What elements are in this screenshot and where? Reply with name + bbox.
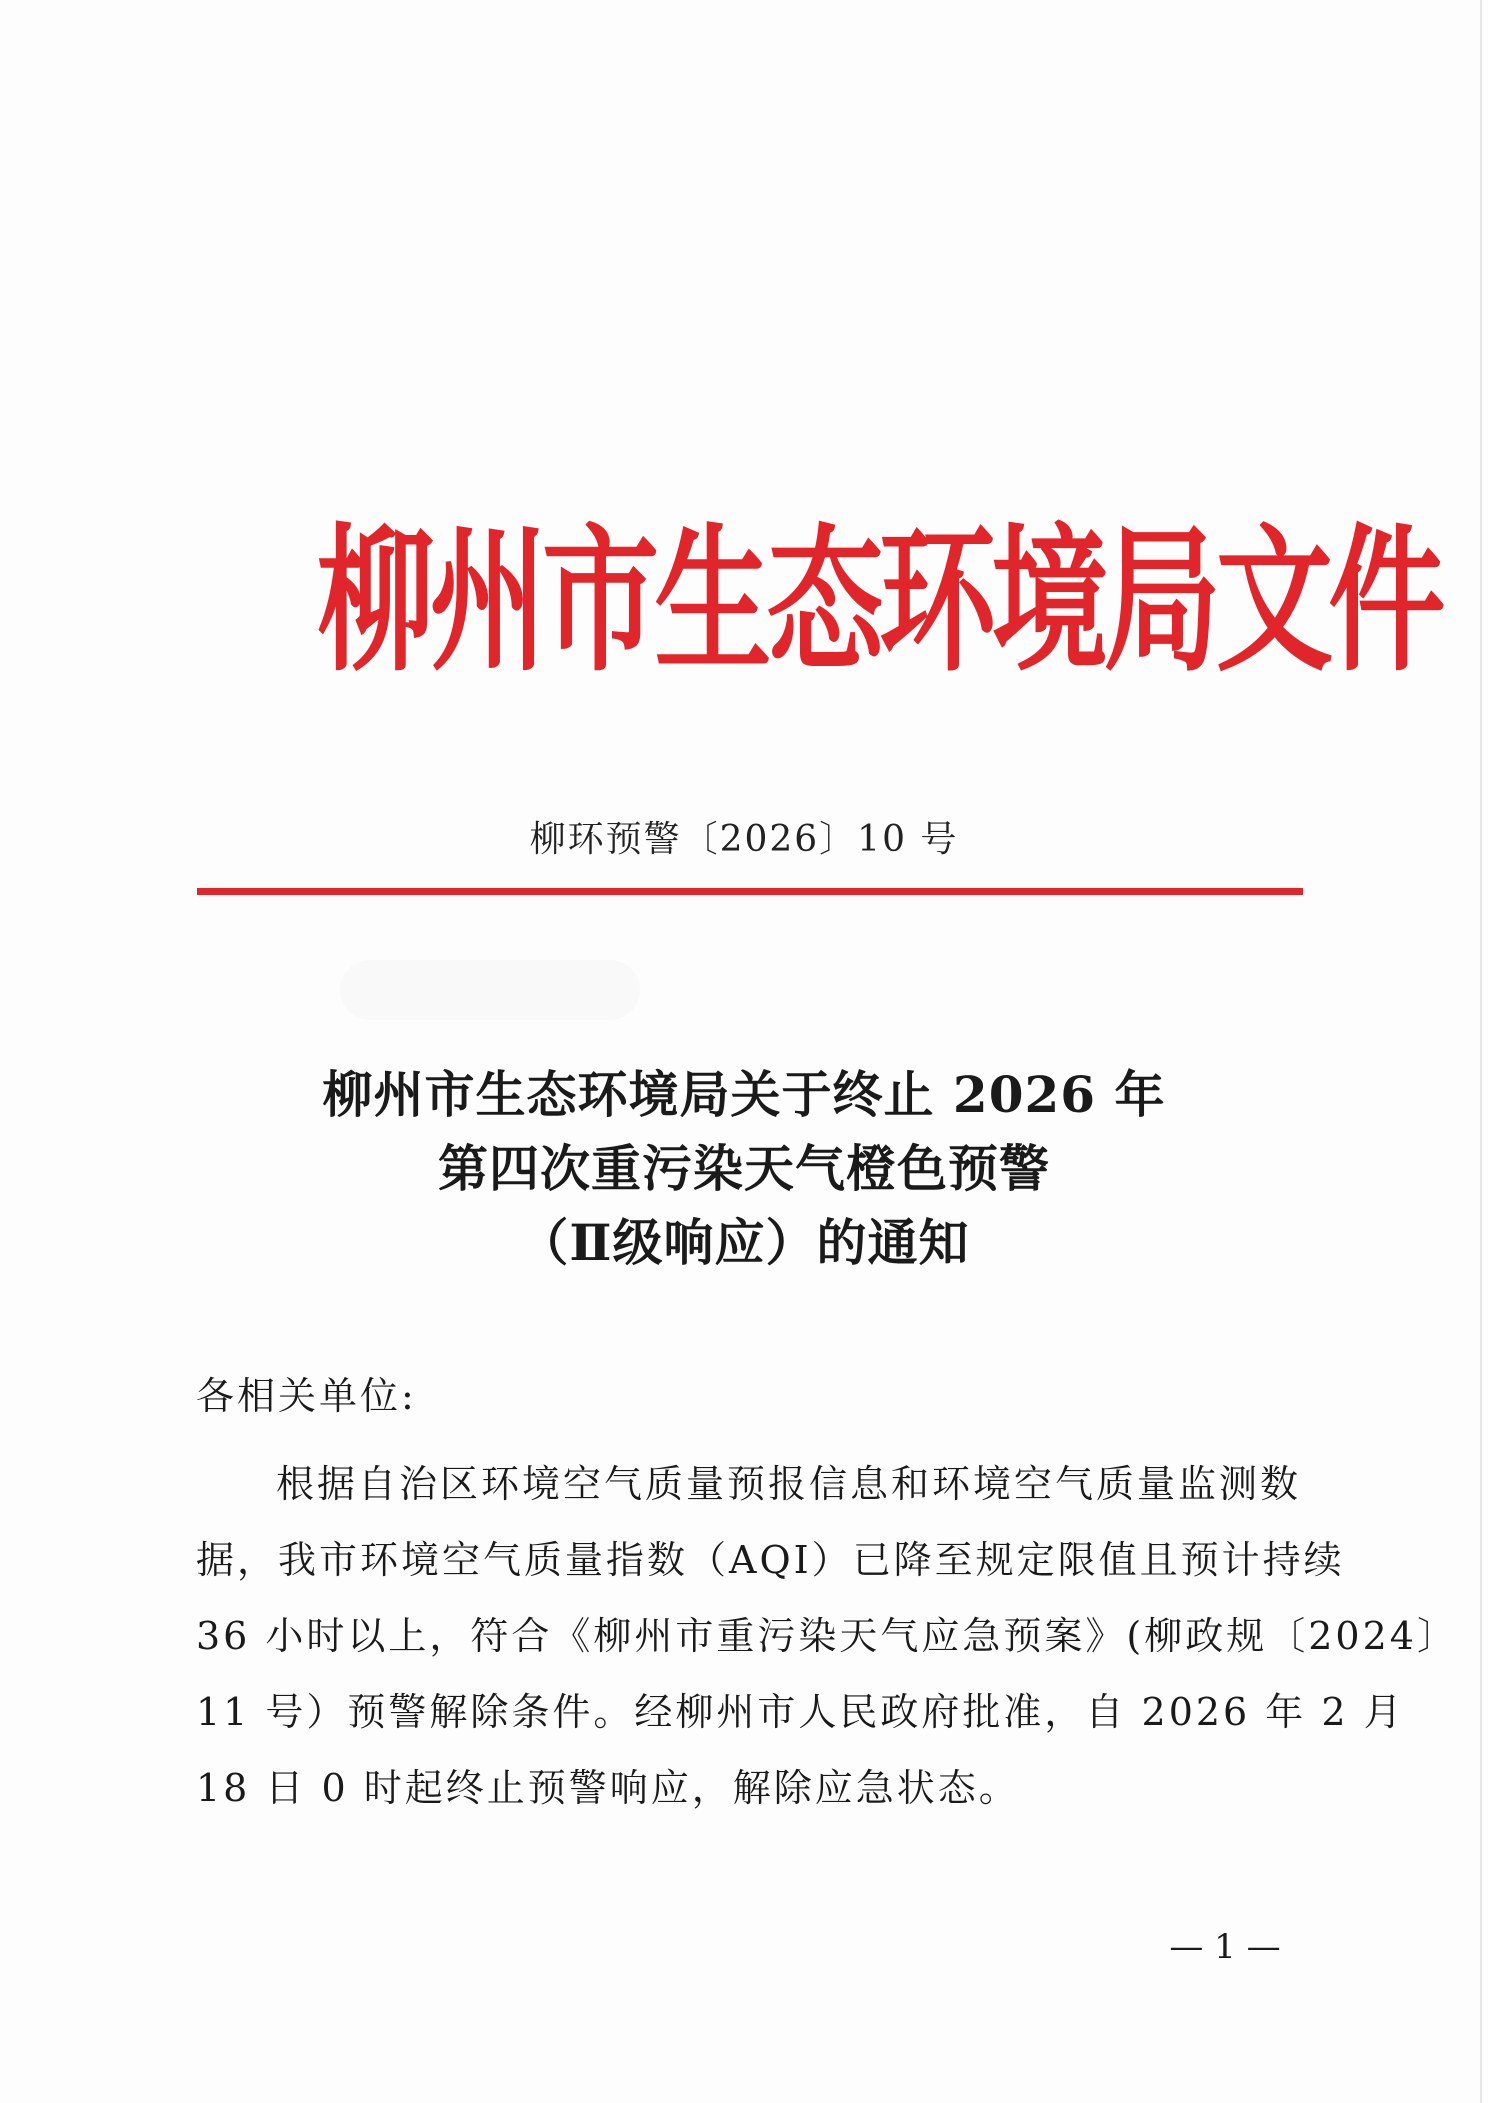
title-line-1: 柳州市生态环境局关于终止 2026 年: [322, 1065, 1166, 1124]
document-number: 柳环预警〔2026〕10 号: [529, 819, 959, 860]
body-line-1: 根据自治区环境空气质量预报信息和环境空气质量监测数: [276, 1462, 1302, 1506]
masthead-title: 柳州市生态环境局文件: [317, 510, 1441, 694]
salutation: 各相关单位:: [196, 1374, 417, 1418]
body-line-2: 据，我市环境空气质量指数（AQI）已降至规定限值且预计持续: [196, 1538, 1345, 1582]
page-number: — 1 —: [1169, 1927, 1281, 1967]
notice-title: [0, 1058, 1488, 1280]
body-paragraph: [196, 1446, 1458, 1826]
body-line-5: 18 日 0 时起终止预警响应，解除应急状态。: [196, 1766, 1020, 1810]
red-divider-rule: [197, 888, 1303, 895]
title-line-3: （Ⅱ级响应）的通知: [518, 1213, 970, 1272]
body-line-4: 11 号）预警解除条件。经柳州市人民政府批准，自 2026 年 2 月: [196, 1690, 1405, 1734]
scan-edge-line: [1480, 0, 1482, 2103]
title-line-2: 第四次重污染天气橙色预警: [438, 1139, 1050, 1198]
body-line-3: 36 小时以上，符合《柳州市重污染天气应急预案》(柳政规〔2024〕: [196, 1614, 1458, 1658]
scan-smudge: [340, 960, 640, 1020]
